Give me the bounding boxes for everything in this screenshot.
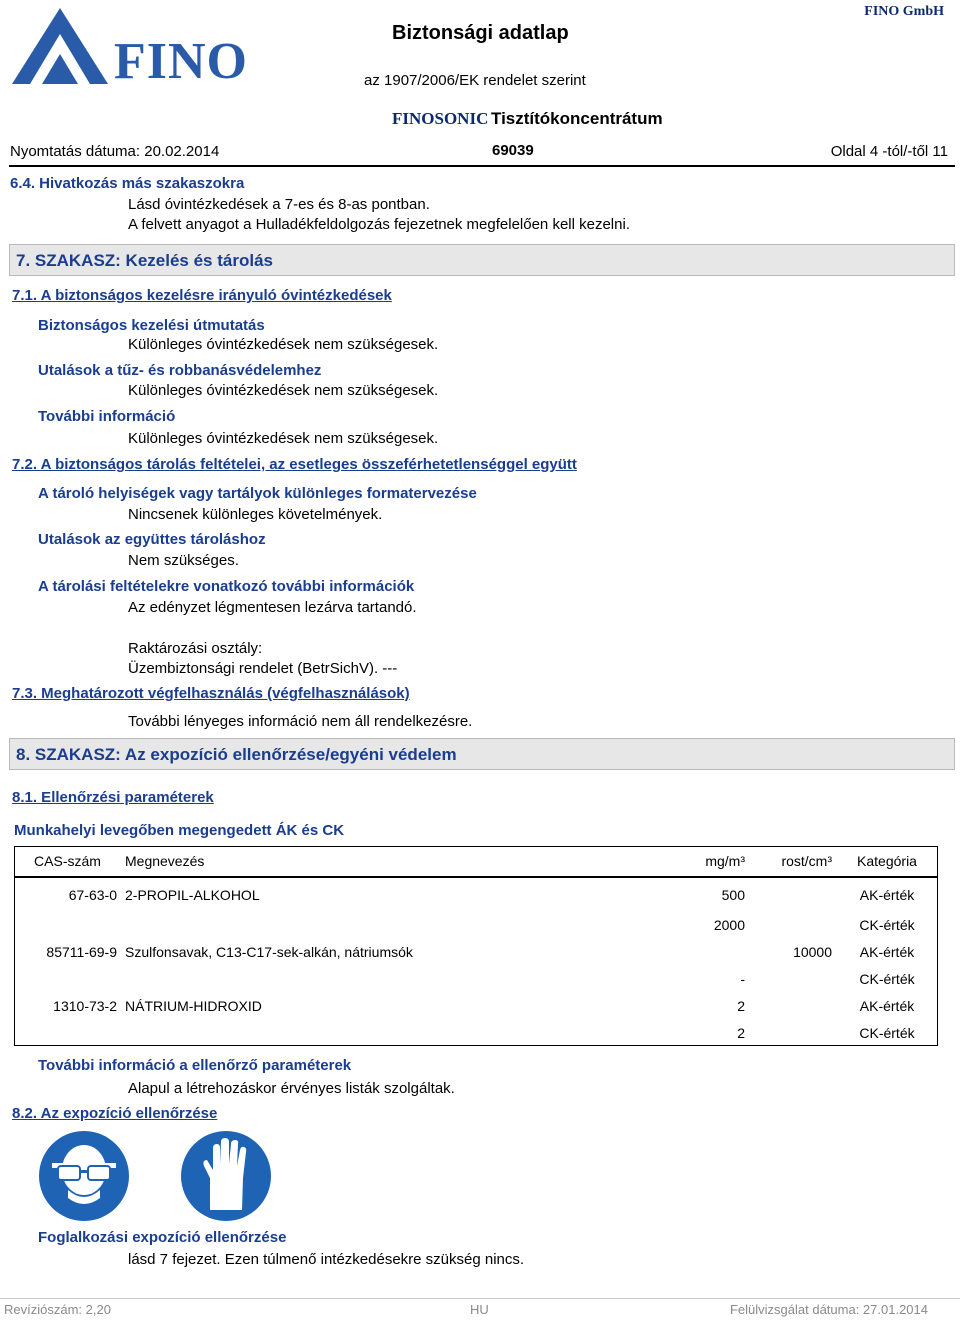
col-mg: mg/m³: [661, 846, 749, 877]
name-cell: Szulfonsavak, C13-C17-sek-alkán, nátriumsók: [125, 943, 413, 960]
category-cell: CK-érték: [859, 916, 915, 933]
exposure-limits-table: [14, 846, 938, 1046]
fire-protection-heading: Utalások a tűz- és robbanásvédelemhez: [38, 362, 322, 379]
col-cas: CAS-szám: [14, 846, 121, 877]
table-row: [14, 992, 938, 1019]
col-category: Kategória: [836, 846, 938, 877]
mg-cell: -: [740, 970, 745, 987]
category-cell: AK-érték: [859, 943, 915, 960]
cas-cell: 67-63-0: [68, 886, 117, 903]
cas-cell: [14, 965, 121, 992]
more-info-text: Különleges óvintézkedések nem szükségesek.: [128, 430, 439, 447]
brand-name: FINOSONIC: [392, 109, 489, 128]
joint-storage-text: Nem szükséges.: [128, 552, 239, 569]
storage-conditions-heading: A tárolási feltételekre vonatkozó további információk: [38, 578, 415, 595]
cas-cell: [14, 911, 121, 938]
mg-cell: [661, 938, 749, 965]
regulation-subtitle: az 1907/2006/EK rendelet szerint: [364, 72, 586, 89]
review-date: Felülvizsgálat dátuma: 27.01.2014: [729, 1302, 928, 1317]
safe-handling-heading: Biztonságos kezelési útmutatás: [38, 317, 265, 334]
section-8-1-heading: 8.1. Ellenőrzési paraméterek: [12, 789, 214, 806]
table-header-row: [14, 846, 938, 877]
section-6-4-line-1: Lásd óvintézkedések a 7-es és 8-as pontban.: [128, 196, 430, 213]
product-name: Tisztítókoncentrátum: [491, 109, 663, 128]
section-7-bar: [9, 244, 955, 276]
print-date: Nyomtatás dátuma: 20.02.2014: [10, 143, 220, 160]
section-7-3-text: További lényeges információ nem áll rendelkezésre.: [128, 713, 473, 730]
section-7-2-heading: 7.2. A biztonságos tárolás feltételei, az esetleges összeférhetetlenséggel együtt: [12, 456, 577, 473]
mg-cell: 2: [737, 997, 745, 1014]
occupational-exposure-text: lásd 7 fejezet. Ezen túlmenő intézkedésekre szükség nincs.: [128, 1251, 525, 1268]
fire-protection-text: Különleges óvintézkedések nem szükségesek.: [128, 382, 439, 399]
fiber-cell: [749, 965, 836, 992]
joint-storage-heading: Utalások az együttes tároláshoz: [38, 531, 266, 548]
col-fiber: rost/cm³: [749, 846, 836, 877]
section-7-1-heading: 7.1. A biztonságos kezelésre irányuló óvintézkedések: [12, 287, 392, 304]
product-code: 69039: [492, 142, 534, 159]
col-name: Megnevezés: [121, 846, 661, 877]
storage-class-label: Raktározási osztály:: [128, 640, 263, 657]
language-code: HU: [470, 1302, 489, 1317]
footer-divider: [0, 1298, 960, 1299]
control-params-more-text: Alapul a létrehozáskor érvényes listák szolgáltak.: [128, 1080, 455, 1097]
header-divider: [9, 165, 955, 167]
table-row: [14, 965, 938, 992]
fiber-cell: [749, 911, 836, 938]
mg-cell: 2: [737, 1024, 745, 1041]
mg-cell: 2000: [713, 916, 745, 933]
fiber-cell: [749, 877, 836, 911]
category-cell: AK-érték: [859, 886, 915, 903]
section-7-3-heading: 7.3. Meghatározott végfelhasználás (végfelhasználások): [12, 685, 410, 702]
storage-conditions-text: Az edényzet légmentesen lezárva tartandó.: [128, 599, 417, 616]
fiber-cell: 10000: [793, 943, 832, 960]
more-info-heading: További információ: [38, 408, 176, 425]
exposure-limits-title: Munkahelyi levegőben megengedett ÁK és CK: [14, 822, 345, 839]
section-8-bar: [9, 738, 955, 770]
section-6-4-line-2: A felvett anyagot a Hulladékfeldolgozás fejezetnek megfelelően kell kezelni.: [128, 216, 630, 233]
table-row: [14, 1019, 938, 1046]
table-row: [14, 877, 938, 911]
fiber-cell: [749, 1019, 836, 1046]
storage-design-text: Nincsenek különleges követelmények.: [128, 506, 383, 523]
storage-class-value: Üzembiztonsági rendelet (BetrSichV). ---: [128, 660, 398, 677]
section-6-4-heading: 6.4. Hivatkozás más szakaszokra: [10, 175, 245, 192]
hand-protection-icon: [180, 1130, 272, 1222]
control-params-more-heading: További információ a ellenőrző paraméterek: [38, 1057, 352, 1074]
cas-cell: [14, 1019, 121, 1046]
category-cell: AK-érték: [859, 997, 915, 1014]
category-cell: CK-érték: [859, 970, 915, 987]
revision-number: Revíziószám: 2,20: [4, 1302, 111, 1317]
section-8-title: 8. SZAKASZ: Az expozíció ellenőrzése/egyéni védelem: [16, 745, 457, 764]
company-name: FINO GmbH: [864, 4, 944, 19]
name-cell: [121, 911, 661, 938]
table-row: [14, 911, 938, 938]
table-row: [14, 938, 938, 965]
category-cell: CK-érték: [859, 1024, 915, 1041]
company-logo: [8, 4, 248, 90]
eye-protection-icon: [38, 1130, 130, 1222]
cas-cell: 1310-73-2: [53, 997, 117, 1014]
document-title: Biztonsági adatlap: [392, 22, 569, 44]
fiber-cell: [749, 992, 836, 1019]
logo-text: FINO: [114, 33, 248, 90]
name-cell: 2-PROPIL-ALKOHOL: [125, 886, 260, 903]
page-number: Oldal 4 -tól/-től 11: [830, 143, 948, 160]
name-cell: NÁTRIUM-HIDROXID: [125, 997, 262, 1014]
section-8-2-heading: 8.2. Az expozíció ellenőrzése: [12, 1105, 218, 1122]
section-7-title: 7. SZAKASZ: Kezelés és tárolás: [16, 251, 273, 270]
occupational-exposure-heading: Foglalkozási expozíció ellenőrzése: [38, 1229, 287, 1246]
cas-cell: 85711-69-9: [46, 943, 117, 960]
mg-cell: 500: [721, 886, 745, 903]
safe-handling-text: Különleges óvintézkedések nem szükségesek.: [128, 336, 439, 353]
storage-design-heading: A tároló helyiségek vagy tartályok különleges formatervezése: [38, 485, 477, 502]
name-cell: [121, 965, 661, 992]
name-cell: [121, 1019, 661, 1046]
